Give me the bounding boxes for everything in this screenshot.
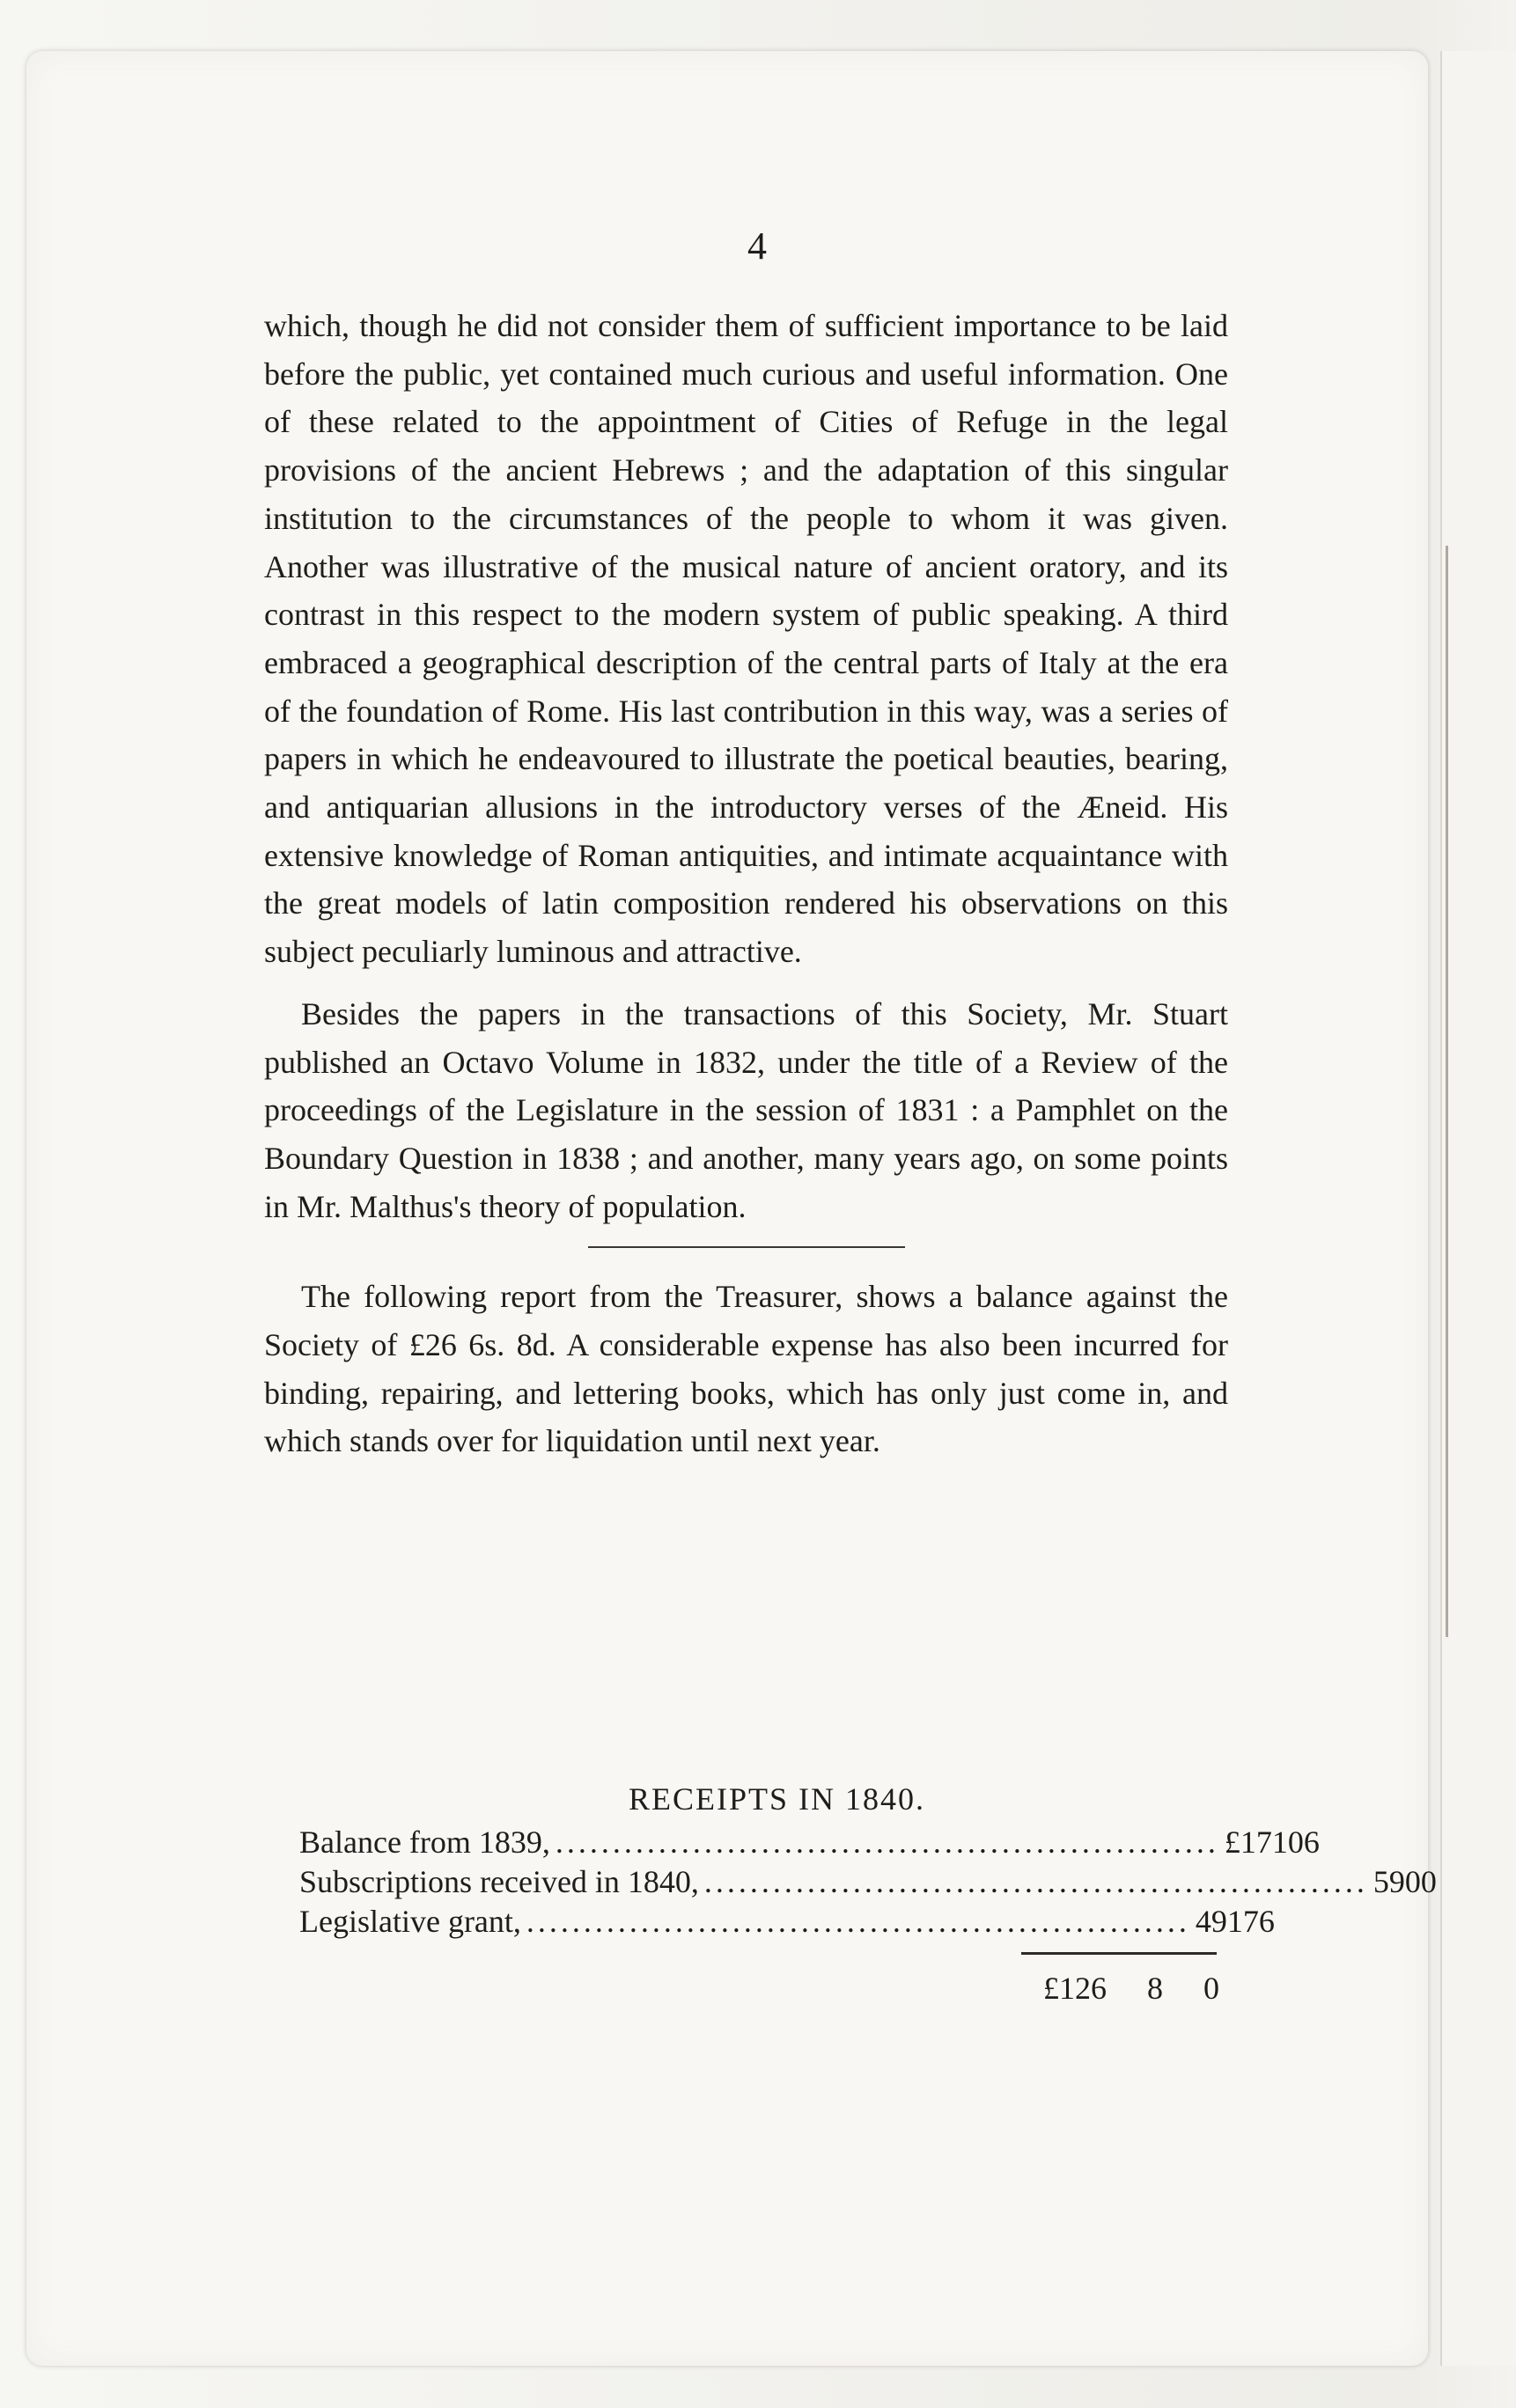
section-divider [588,1246,905,1248]
receipt-label: Balance from 1839, [299,1824,550,1860]
receipt-row [299,1862,1437,1902]
leader-dots: .......................................................... [555,1824,1219,1860]
leader-dots: .......................................................... [703,1864,1368,1899]
receipts-table [299,1780,1437,2008]
receipt-shillings: 17 [1226,1904,1259,1939]
receipt-shillings: 10 [1271,1824,1304,1860]
receipt-total-row [299,1969,1219,2008]
receipt-pence: 6 [1258,1904,1275,1939]
total-pence: 0 [1203,1971,1219,2006]
binding-shadow-line [1446,546,1448,1637]
receipt-label: Legislative grant, [299,1904,521,1939]
receipt-pence: 0 [1420,1864,1437,1899]
receipt-row [299,1902,1275,1942]
receipt-pounds: 49 [1195,1904,1227,1939]
adjacent-page-edge [1440,51,1516,2366]
total-pounds: £126 [1043,1971,1107,2006]
paragraph-treasurer-report: The following report from the Treasurer, shows a balance against the Society of £26 6s. 8d. A considerable expense has also been incurred for binding, repairing, and lettering books, which has only just come in, and which stands over for liquidation until next year. [264,1279,1228,1459]
receipt-pounds: £17 [1224,1824,1272,1860]
total-shillings: 8 [1147,1971,1163,2006]
receipts-title: RECEIPTS IN 1840. [628,1781,925,1817]
receipt-pence: 6 [1303,1824,1320,1860]
receipt-label: Subscriptions received in 1840, [299,1864,699,1899]
leader-dots: .......................................................... [526,1904,1190,1939]
receipt-pounds: 59 [1372,1864,1405,1899]
receipt-row [299,1823,1320,1862]
paragraph-continued: which, though he did not consider them of sufficient importance to be laid before the public, yet contained much curious and useful information. One of these related to the appointment of Cities of Refuge in the legal provisions of the ancient Hebrews ; and the adaptation of this singular institution to the circumstances of the people to whom it was given. Another was illustrative of the musical nature of ancient oratory, and its contrast in this respect to the modern system of public speaking. A third embraced a geographical description of the central parts of Italy at the era of the foundation of Rome. His last contribution in this way, was a series of papers in which he endeavoured to illustrate the poetical beauties, bearing, and antiquarian allusions in the introductory verses of the Æneid. His extensive knowledge of Roman antiquities, and intimate acquaintance with the great models of latin composition rendered his observations on this subject peculiarly luminous and attractive. [264,308,1228,970]
page-number: 4 [747,224,767,268]
body-text [264,302,1228,1465]
paragraph-publications: Besides the papers in the transactions of this Society, Mr. Stuart published an Octavo Volume in 1832, under the title of a Review of the proceedings of the Legislature in the session of 1831 : a Pamphlet on the Boundary Question in 1838 ; and another, many years ago, on some points in Mr. Malthus's theory of population. [264,995,1228,1224]
total-rule [1021,1952,1217,1955]
receipt-shillings: 0 [1404,1864,1421,1899]
